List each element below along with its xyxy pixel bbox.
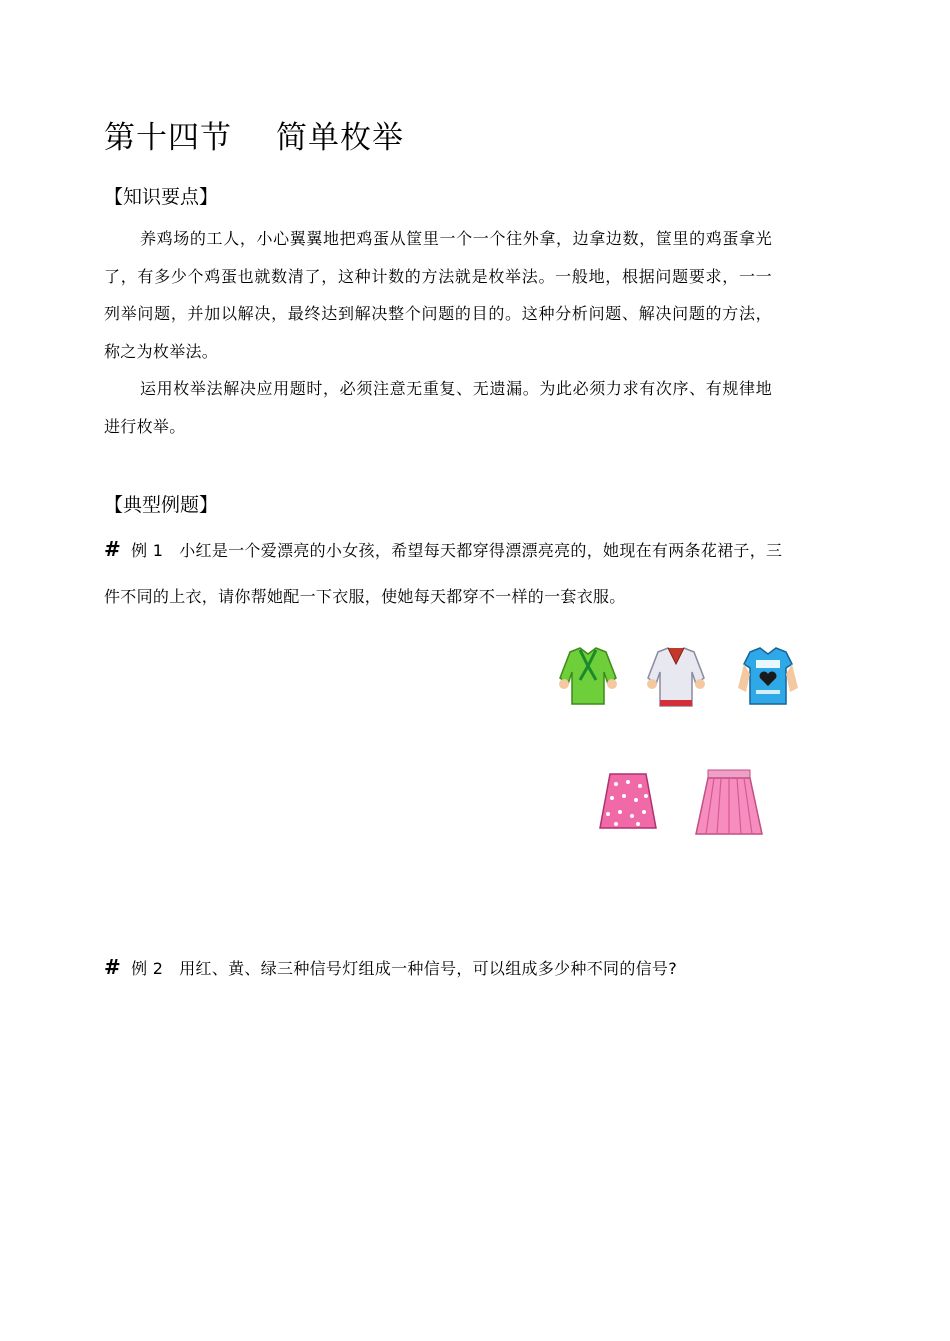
knowledge-paragraph-2: 运用枚举法解决应用题时，必须注意无重复、无遗漏。为此必须力求有次序、有规律地进行枚举。 [104,379,772,436]
example-1 [104,526,784,620]
title-section-number: 第十四节 [104,120,232,156]
white-shirt-image [644,644,708,710]
example-2-label: 例 2 [131,959,164,978]
title-topic: 简单枚举 [276,120,404,156]
dotted-skirt-image [598,772,658,832]
blue-shirt-image [734,644,802,708]
pleated-skirt-image [694,768,764,838]
example-2 [104,944,784,992]
knowledge-heading: 【知识要点】 [104,186,219,208]
green-shirt-image [556,644,620,708]
example-1-label: 例 1 [131,541,164,560]
examples-heading: 【典型例题】 [104,494,219,516]
example-2-text: 用红、黄、绿三种信号灯组成一种信号，可以组成多少种不同的信号? [179,959,678,978]
page-title [104,112,404,157]
knowledge-paragraph-1: 养鸡场的工人，小心翼翼地把鸡蛋从筐里一个一个往外拿，边拿边数，筐里的鸡蛋拿光了，有多少个鸡蛋也就数清了，这种计数的方法就是枚举法。一般地，根据问题要求，一一列举问题，并加以解决，最终达到解决整个问题的目的。这种分析问题、解决问题的方法，称之为枚举法。 [104,229,772,361]
example-1-text: 小红是一个爱漂亮的小女孩，希望每天都穿得漂漂亮亮的，她现在有两条花裙子，三件不同的上衣，请你帮她配一下衣服，使她每天都穿不一样的一套衣服。 [104,541,783,606]
example-1-mark: # [104,537,122,561]
example-2-mark: # [104,955,122,979]
